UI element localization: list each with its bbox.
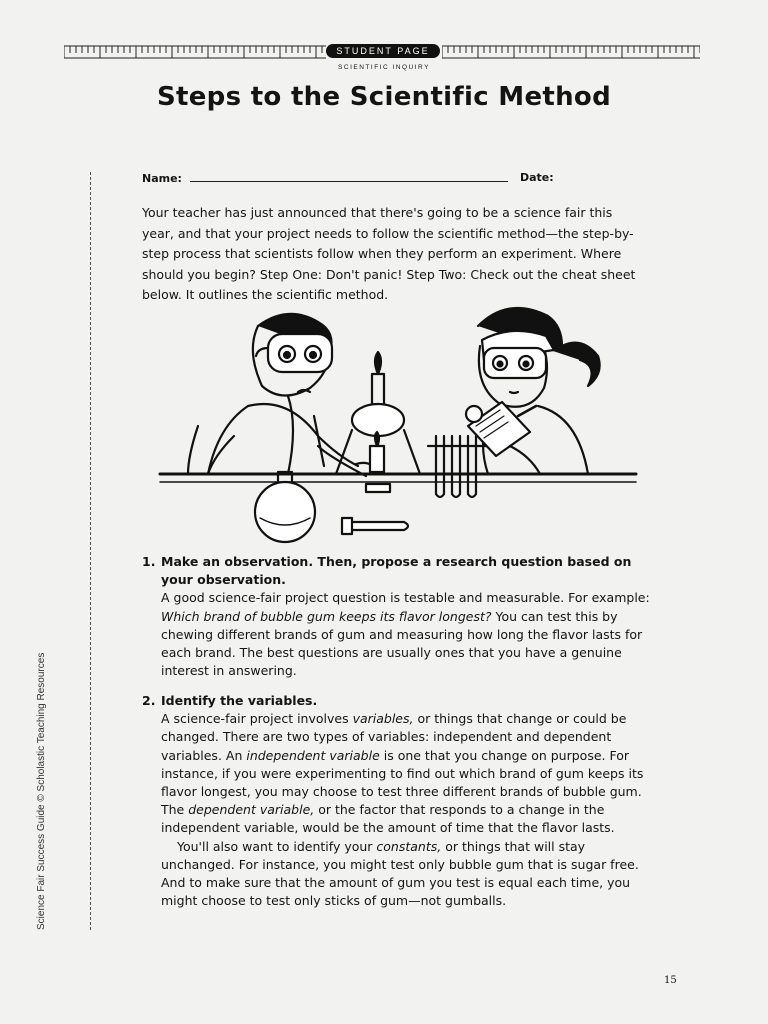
step-1 xyxy=(142,553,652,680)
header-ruler-right xyxy=(442,45,700,59)
student-page-badge: STUDENT PAGE xyxy=(326,44,440,58)
intro-paragraph: Your teacher has just announced that there's going to be a science fair this year, and that your project needs to follow the scientific method—the step-by-step process that scientists follow when they perform an experiment. Where should you begin? Step One: Don't panic! Step Two: Check out the cheat sheet below. It outlines the scientific method. xyxy=(142,205,636,303)
header-ruler-left xyxy=(64,45,326,59)
date-label: Date: xyxy=(520,171,554,184)
lab-apparatus xyxy=(255,352,488,542)
male-scientist xyxy=(188,314,376,475)
name-blank-line[interactable] xyxy=(190,171,508,182)
step-2-constants-paragraph: You'll also want to identify your constants, or things that will stay unchanged. For instance, you might test only bubble gum that is sugar free. And to make sure that the amount of gum you test is equal each time, you might choose to test only sticks of gum—not gumballs. xyxy=(161,838,639,909)
page-number: 15 xyxy=(664,975,677,986)
margin-dashed-line xyxy=(90,172,91,930)
date-field[interactable] xyxy=(520,171,558,184)
step-2 xyxy=(142,692,652,910)
female-scientist xyxy=(466,308,600,474)
name-label: Name: xyxy=(142,172,182,185)
section-label: SCIENTIFIC INQUIRY xyxy=(338,64,430,71)
name-field[interactable] xyxy=(142,171,508,185)
step-1-body: A good science-fair project question is testable and measurable. For example: Which brand of bubble gum keeps its flavor longest? You can test this by chewing different brands of gum and measuring how long the flavor lasts for each brand. The best questions are usually ones that you have a genuine interest in answering. xyxy=(161,590,650,679)
copyright-sidebar: Science Fair Success Guide © Scholastic Teaching Resources xyxy=(36,652,47,930)
step-1-heading: 1. Make an observation. Then, propose a research question based on your observation. xyxy=(142,554,632,588)
page-title: Steps to the Scientific Method xyxy=(156,82,612,112)
step-2-body: A science-fair project involves variables, or things that change or could be changed. There are two types of variables: independent and dependent variables. An independent variable is one that you change on purpose. For instance, if you were experimenting to find out which brand of gum keeps its flavor longest, you may choose to test three different brands of bubble gum. The dependent variable, or the factor that responds to a change in the independent variable, would be the amount of time that the flavor lasts. xyxy=(161,711,644,836)
step-2-heading: 2. Identify the variables. xyxy=(142,693,318,708)
scientists-illustration xyxy=(138,296,638,546)
